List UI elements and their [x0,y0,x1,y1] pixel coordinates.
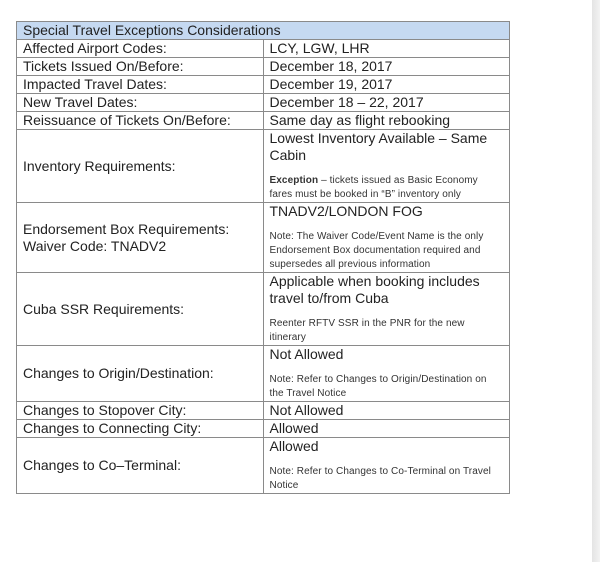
origin-value: Not Allowed [269,346,344,362]
table-row [17,402,510,420]
inventory-note-bold: Exception [269,175,319,186]
row-label-impacted-dates: Impacted Travel Dates: [17,76,264,94]
inventory-note-text: – tickets issued as Basic Economy fares must be booked in “B” inventory only [269,175,478,200]
row-value-new-dates: December 18 – 22, 2017 [263,94,510,112]
row-value-endorsement [263,203,510,273]
table-row [17,420,510,438]
row-value-airport-codes: LCY, LGW, LHR [263,40,510,58]
row-value-inventory [263,130,510,203]
row-value-impacted-dates: December 19, 2017 [263,76,510,94]
table-header: Special Travel Exceptions Considerations [17,22,510,40]
table-row [17,438,510,494]
endorsement-value: TNADV2/LONDON FOG [269,203,423,219]
row-label-coterminal: Changes to Co–Terminal: [17,438,264,494]
table-row [17,203,510,273]
cuba-value: Applicable when booking includes travel to/from Cuba [269,273,480,306]
table-row [17,273,510,346]
row-label-stopover: Changes to Stopover City: [17,402,264,420]
table-row [17,76,510,94]
row-label-cuba: Cuba SSR Requirements: [17,273,264,346]
row-value-connecting: Allowed [263,420,510,438]
row-label-endorsement [17,203,264,273]
row-label-inventory: Inventory Requirements: [17,130,264,203]
row-label-new-dates: New Travel Dates: [17,94,264,112]
table-row [17,112,510,130]
row-value-cuba [263,273,510,346]
endorsement-label-line1: Endorsement Box Requirements: [23,220,230,237]
table-header-row [17,22,510,40]
endorsement-label-line2: Waiver Code: TNADV2 [23,237,167,254]
row-label-reissuance: Reissuance of Tickets On/Before: [17,112,264,130]
row-value-coterminal [263,438,510,494]
origin-note: Note: Refer to Changes to Origin/Destination on the Travel Notice [269,374,487,399]
coterminal-value: Allowed [269,438,319,454]
row-label-origin: Changes to Origin/Destination: [17,346,264,402]
row-label-tickets-issued: Tickets Issued On/Before: [17,58,264,76]
page-edge [592,0,600,562]
row-label-airport-codes: Affected Airport Codes: [17,40,264,58]
endorsement-note: Note: The Waiver Code/Event Name is the only Endorsement Box documentation required and supersedes all previous information [269,231,484,270]
row-value-stopover: Not Allowed [263,402,510,420]
inventory-value: Lowest Inventory Available – Same Cabin [269,130,488,163]
row-value-origin [263,346,510,402]
travel-exceptions-table [16,21,510,494]
table-row [17,58,510,76]
coterminal-note: Note: Refer to Changes to Co-Terminal on Travel Notice [269,466,491,491]
row-value-tickets-issued: December 18, 2017 [263,58,510,76]
inventory-note [270,174,504,202]
table-row [17,94,510,112]
cuba-note: Reenter RFTV SSR in the PNR for the new itinerary [269,318,465,343]
table-row [17,346,510,402]
row-label-connecting: Changes to Connecting City: [17,420,264,438]
row-value-reissuance: Same day as flight rebooking [263,112,510,130]
table-row [17,40,510,58]
table-row [17,130,510,203]
